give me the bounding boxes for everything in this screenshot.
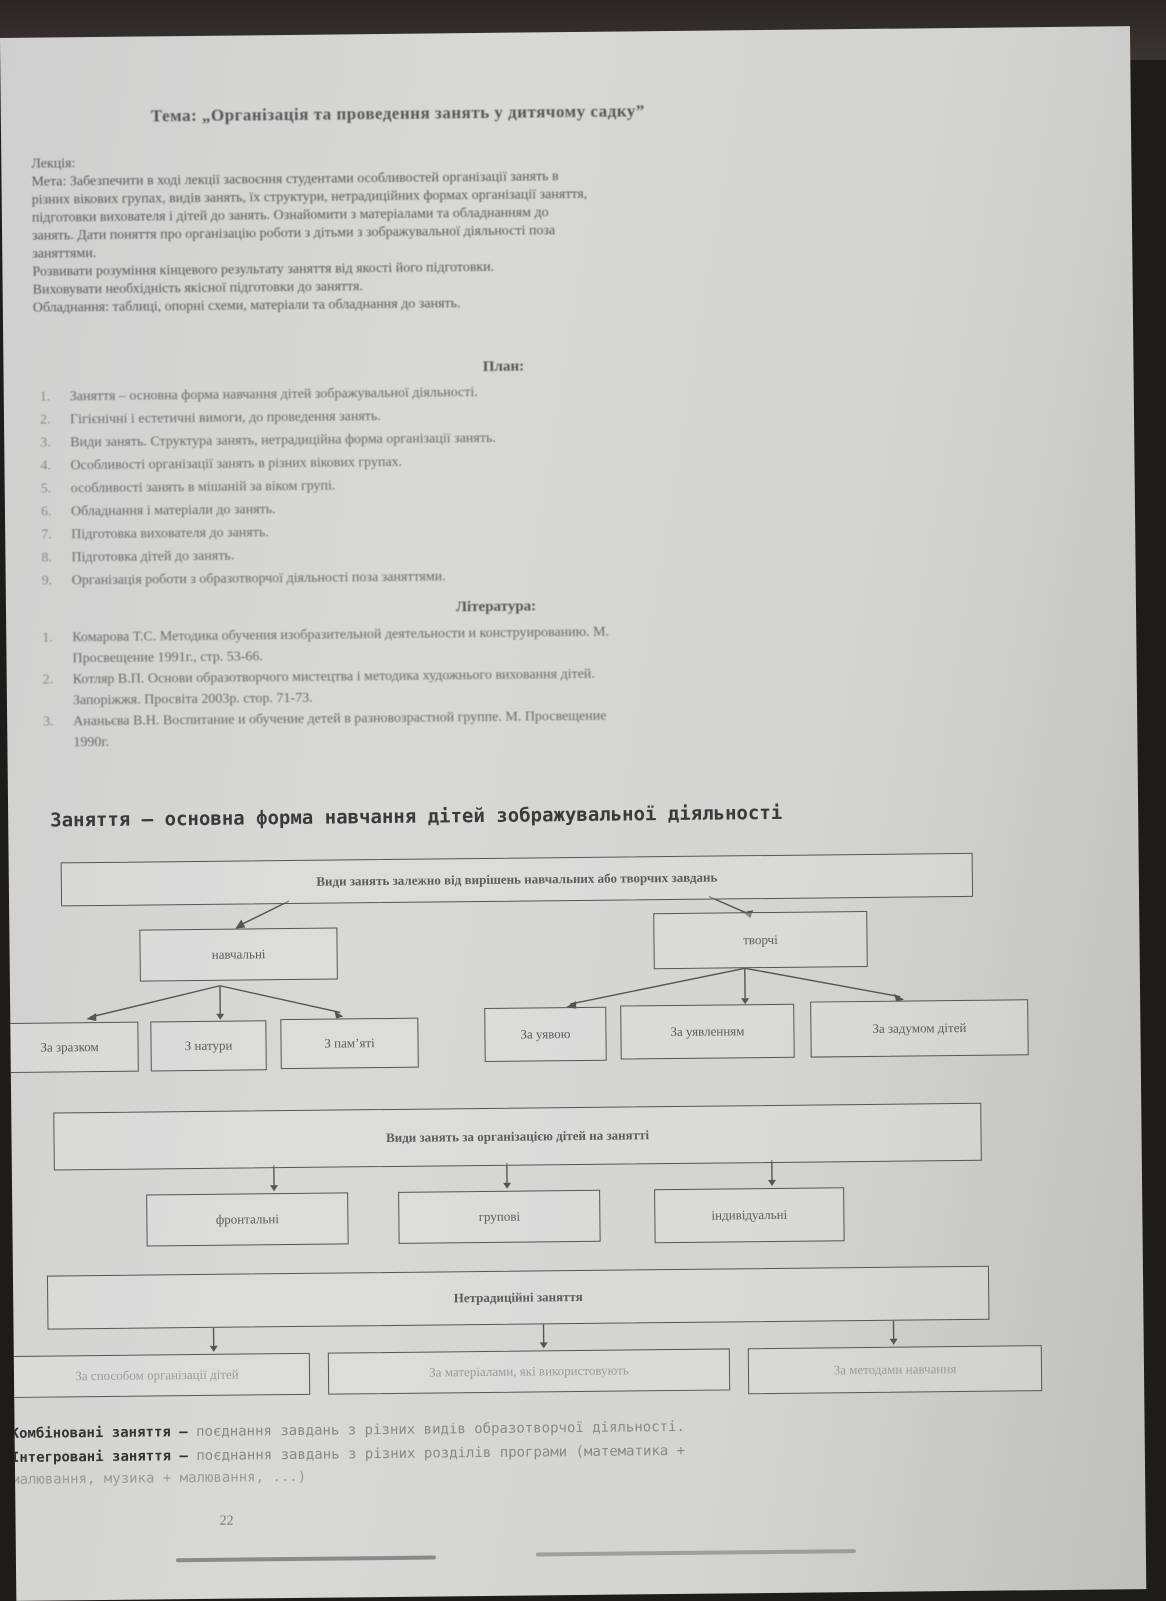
plan-item: 9. Організація роботи з образотворчої діяльності поза заняттями. xyxy=(41,569,446,589)
intro-line: Виховувати необхідність якісної підготовки до заняття. xyxy=(32,279,363,298)
diagram-root-box: Види занять залежно від вирішень навчальних або творчих завдань xyxy=(61,853,973,907)
plan-item: 5. особливості занять в мішаній за віком групі. xyxy=(40,478,336,497)
cre-child-box: За уявленням xyxy=(620,1004,795,1060)
nontrad-child-box: За матеріалами, які використовують xyxy=(328,1348,730,1394)
intro-line: заняттями. xyxy=(32,246,97,262)
plan-title: План: xyxy=(482,358,525,375)
integrated-lessons-cont: малювання, музика + малювання, ...) xyxy=(11,1468,307,1488)
integrated-lessons: Інтегровані заняття – поєднання завдань з різних розділів програми (математика + xyxy=(10,1442,686,1466)
plan-item: 6. Обладнання і матеріали до занять. xyxy=(40,502,276,520)
section-heading: Заняття – основна форма навчання дітей зображувальної діяльності xyxy=(50,801,783,832)
cre-child-box: За уявою xyxy=(484,1007,607,1062)
edu-child-box: З пам’яті xyxy=(280,1018,419,1069)
intro-line: підготовки вихователя і дітей до занять. Ознайомити з матеріалами та обладнанням до xyxy=(31,205,549,226)
org-child-box: індивідуальні xyxy=(654,1187,845,1243)
edu-child-box: З натури xyxy=(150,1020,267,1071)
org-types-box: Види занять за організацією дітей на занятті xyxy=(53,1103,982,1171)
intro-line: різних вікових групах, видів занять, їх структури, нетрадиційних формах організації заняття, xyxy=(31,186,588,208)
intro-line: Розвивати розуміння кінцевого результату заняття від якості його підготовки. xyxy=(32,259,495,280)
literature-title: Література: xyxy=(455,598,537,616)
nontraditional-box: Нетрадиційні заняття xyxy=(47,1266,990,1330)
intro-line: Обладнання: таблиці, опорні схеми, матеріали та обладнання до занять. xyxy=(32,296,461,316)
edu-child-box: За зразком xyxy=(0,1022,139,1073)
literature-item: 1. Комарова Т.С. Методика обучения изобразительной деятельности и конструированию. М. Просвещение 1991г., стр. 53-66. xyxy=(42,624,610,667)
nontrad-child-box: За методами навчання xyxy=(748,1345,1042,1394)
page-number: 22 xyxy=(219,1513,234,1529)
literature-item: 3. Ананьєва В.Н. Воспитание и обучение детей в разновозрастной группе. М. Просвещение 1990г. xyxy=(43,708,607,751)
nontrad-child-box: За способом організації дітей xyxy=(4,1353,310,1398)
document-topic: Тема: „Організація та проведення занять у дитячому садку” xyxy=(150,101,645,126)
plan-item: 2. Гігієнічні і естетичні вимоги, до проведення занять. xyxy=(39,409,381,428)
combined-lessons: Комбіновані заняття – поєднання завдань з різних видів образотворчої діяльності. xyxy=(10,1418,685,1442)
educational-box: навчальні xyxy=(139,928,338,982)
document-page xyxy=(0,26,1146,1601)
org-child-box: фронтальні xyxy=(146,1192,349,1246)
plan-item: 1. Заняття – основна форма навчання дітей зображувальної діяльності. xyxy=(39,385,478,405)
plan-item: 8. Підготовка дітей до занять. xyxy=(41,548,235,566)
intro-line: занять. Дати поняття про організацію роботи з дітьми з зображувальної діяльності поза xyxy=(31,223,556,244)
plan-item: 3. Види занять. Структура занять, нетрадиційна форма організації занять. xyxy=(40,430,496,451)
cre-child-box: За задумом дітей xyxy=(810,999,1029,1057)
plan-item: 7. Підготовка вихователя до занять. xyxy=(41,525,269,543)
plan-item: 4. Особливості організації занять в різних вікових групах. xyxy=(40,454,403,474)
creative-box: творчі xyxy=(653,911,868,969)
intro-line: Мета: Забезпечити в ході лекції засвоєння студентами особливостей організації занять в xyxy=(31,169,559,190)
intro-line: Лекція: xyxy=(31,156,76,172)
literature-item: 2. Котляр В.П. Основи образотворчого мистецтва і методика художнього виховання дітей. Запоріжжя. Просвіта 2003р. стор. 71-73. xyxy=(42,666,595,709)
org-child-box: групові xyxy=(398,1190,601,1244)
